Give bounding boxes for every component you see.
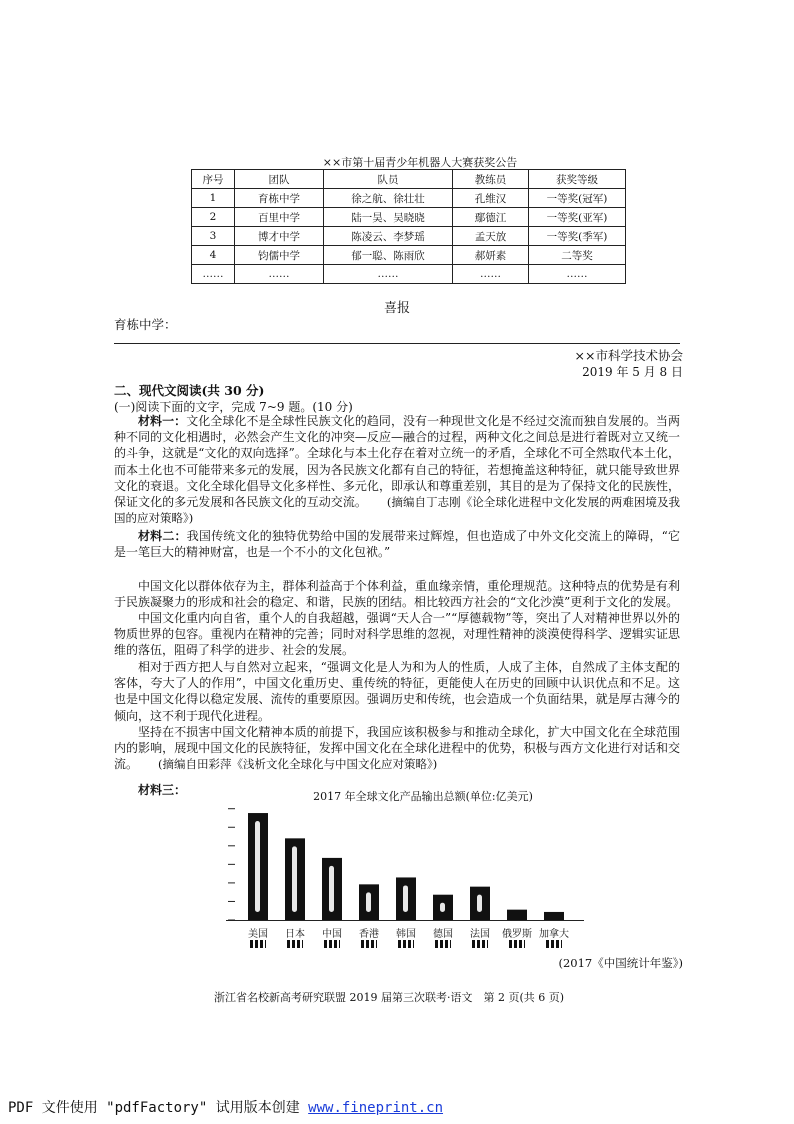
material-three-label: 材料三： [138, 783, 187, 797]
table-cell: …… [324, 265, 453, 284]
material-two-label: 材料二： [138, 529, 187, 543]
material-two-paragraph-4: 相对于西方把人与自然对立起来，“强调文化是人为和为人的性质，人成了主体，自然成了主体支配的客体，夸大了人的作用”，中国文化重历史、重传统的特征，更能使人在历史的回顾中认识优点和不足。这也是中国文化得以稳定发展、流传的重要原因。强调历史和传统，也会造成一个负面结果，就是厚古薄今的倾向，这不利于现代化进程。 [114, 660, 680, 723]
chart-title: 2017 年全球文化产品输出总额(单位:亿美元) [313, 790, 533, 803]
bar-chart [226, 800, 586, 925]
xibao-organization: ××市科学技术协会 [574, 348, 683, 363]
flag-icon [472, 940, 488, 948]
material-one-source: (摘编自丁志刚《论全球化进程中文化发展的两难困境及我国的应对策略》) [114, 495, 680, 526]
answer-blank-line [114, 343, 680, 344]
header-cell: 队员 [324, 170, 453, 189]
bar-加拿大 [544, 912, 564, 920]
table-cell: 百里中学 [235, 208, 324, 227]
subsection-heading: (一)阅读下面的文字，完成 7~9 题。(10 分) [114, 400, 353, 414]
flag-icon [398, 940, 414, 948]
table-cell: 一等奖(季军) [529, 227, 626, 246]
table-cell: …… [453, 265, 529, 284]
table-cell: …… [235, 265, 324, 284]
flag-icon [435, 940, 451, 948]
table-cell: 孔维汉 [453, 189, 529, 208]
flag-icon [324, 940, 340, 948]
header-cell: 团队 [235, 170, 324, 189]
award-table [191, 169, 626, 284]
table-row [192, 227, 626, 246]
table-cell: 郁一聪、陈雨欣 [324, 246, 453, 265]
bar-highlight [329, 866, 334, 912]
pdf-watermark-note [8, 1097, 443, 1117]
category-label: 俄罗斯 [502, 929, 532, 940]
header-cell: 序号 [192, 170, 235, 189]
chart-source: (2017《中国统计年鉴》) [558, 956, 683, 970]
table-cell: 陈凌云、李梦瑶 [324, 227, 453, 246]
bar-highlight [255, 821, 260, 912]
category-label: 香港 [359, 929, 379, 940]
flag-icon [287, 940, 303, 948]
table-cell: 二等奖 [529, 246, 626, 265]
category-label: 德国 [433, 929, 453, 940]
table-cell: 4 [192, 246, 235, 265]
table-cell: 1 [192, 189, 235, 208]
material-two-paragraph-2: 中国文化以群体依存为主，群体利益高于个体利益，重血缘亲情，重伦理规范。这种特点的优势是有利于民族凝聚力的形成和社会的稳定、和谐，民族的团结。相比较西方社会的“文化沙漠”更利于文化的发展。 [114, 579, 680, 610]
material-two-paragraph-5 [114, 724, 680, 773]
bar-highlight [292, 846, 297, 912]
material-one-paragraph [114, 413, 680, 526]
fineprint-link[interactable]: www.fineprint.cn [308, 1100, 444, 1116]
xibao-date: 2019 年 5 月 8 日 [582, 365, 683, 379]
table-row [192, 246, 626, 265]
table-row [192, 189, 626, 208]
category-label: 加拿大 [539, 929, 569, 940]
bar-highlight [403, 885, 408, 912]
table-cell: 钧儒中学 [235, 246, 324, 265]
xibao-addressee: 育栋中学： [114, 317, 177, 332]
award-table-title: ××市第十届青少年机器人大赛获奖公告 [322, 156, 518, 169]
table-cell: 育栋中学 [235, 189, 324, 208]
table-cell: 2 [192, 208, 235, 227]
header-cell: 教练员 [453, 170, 529, 189]
table-cell: 陆一昊、吴晓晓 [324, 208, 453, 227]
flag-icon [509, 940, 525, 948]
table-cell: 博才中学 [235, 227, 324, 246]
bar-highlight [440, 903, 445, 912]
section-heading: 二、现代文阅读(共 30 分) [114, 383, 265, 398]
table-row [192, 208, 626, 227]
material-two-paragraph-3: 中国文化重内向自省，重个人的自我超越，强调“天人合一”“厚德载物”等，突出了人对精神世界以外的物质世界的包容。重视内在精神的完善；同时对科学思维的忽视，对理性精神的淡漠使得科学、逻辑实证思维的落伍，阻碍了科学的进步、社会的发展。 [114, 611, 680, 658]
category-label: 中国 [322, 929, 342, 940]
table-row [192, 265, 626, 284]
pdf-note-text: PDF 文件使用 "pdfFactory" 试用版本创建 [8, 1100, 309, 1116]
material-two-paragraph [114, 528, 680, 560]
table-cell: …… [192, 265, 235, 284]
table-cell: 鄢德江 [453, 208, 529, 227]
table-cell: 孟天放 [453, 227, 529, 246]
page-footer: 浙江省名校新高考研究联盟 2019 届第三次联考·语文 第 2 页(共 6 页) [214, 991, 565, 1004]
flag-icon [250, 940, 266, 948]
category-label: 日本 [285, 929, 305, 940]
material-two-text-5: 坚持在不损害中国文化精神本质的前提下，我国应该积极参与和推动全球化，扩大中国文化在全球范围内的影响，展现中国文化的民族特征，发挥中国文化在全球化进程中的优势，积极与西方文化进行对话和交流。 [114, 725, 680, 772]
flag-icon [361, 940, 377, 948]
category-label: 法国 [470, 929, 490, 940]
bar-俄罗斯 [507, 910, 527, 920]
table-cell: 一等奖(冠军) [529, 189, 626, 208]
xibao-title: 喜报 [383, 301, 410, 316]
table-cell: 3 [192, 227, 235, 246]
material-two-text: 我国传统文化的独特优势给中国的发展带来过辉煌，但也造成了中外文化交流上的障碍，“它是一笔巨大的精神财富，也是一个不小的文化包袱。” [114, 529, 680, 560]
table-cell: 徐之航、徐壮壮 [324, 189, 453, 208]
table-cell: 郝妍素 [453, 246, 529, 265]
material-one-label: 材料一： [138, 414, 187, 428]
category-label: 美国 [248, 929, 268, 940]
bar-highlight [477, 895, 482, 912]
header-cell: 获奖等级 [529, 170, 626, 189]
bar-highlight [366, 892, 371, 912]
category-label: 韩国 [396, 929, 416, 940]
award-table-header-row [192, 170, 626, 189]
table-cell: 一等奖(亚军) [529, 208, 626, 227]
material-one-text: 文化全球化不是全球性民族文化的趋同，没有一种现世文化是不经过交流而独自发展的。当两种不同的文化相遇时，必然会产生文化的冲突—反应—融合的过程，两种文化之间总是进行着既对立又统一的斗争，这就是“文化的双向选择”。全球化与本土化存在着对立统一的矛盾，全球化不可全然取代本土化，而本土化也不可能带来多元的发展，因为各民族文化都有自己的特征，若想掩盖这种特征，就只能导致世界文化的衰退。文化全球化倡导文化多样性、多元化，即承认和尊重差别，其目的是为了保持文化的民族性，保证文化的多元发展和各民族文化的互动交流。 [114, 414, 680, 510]
table-cell: …… [529, 265, 626, 284]
flag-icon [546, 940, 562, 948]
material-two-source: (摘编自田彩萍《浅析文化全球化与中国文化应对策略》) [158, 757, 438, 772]
